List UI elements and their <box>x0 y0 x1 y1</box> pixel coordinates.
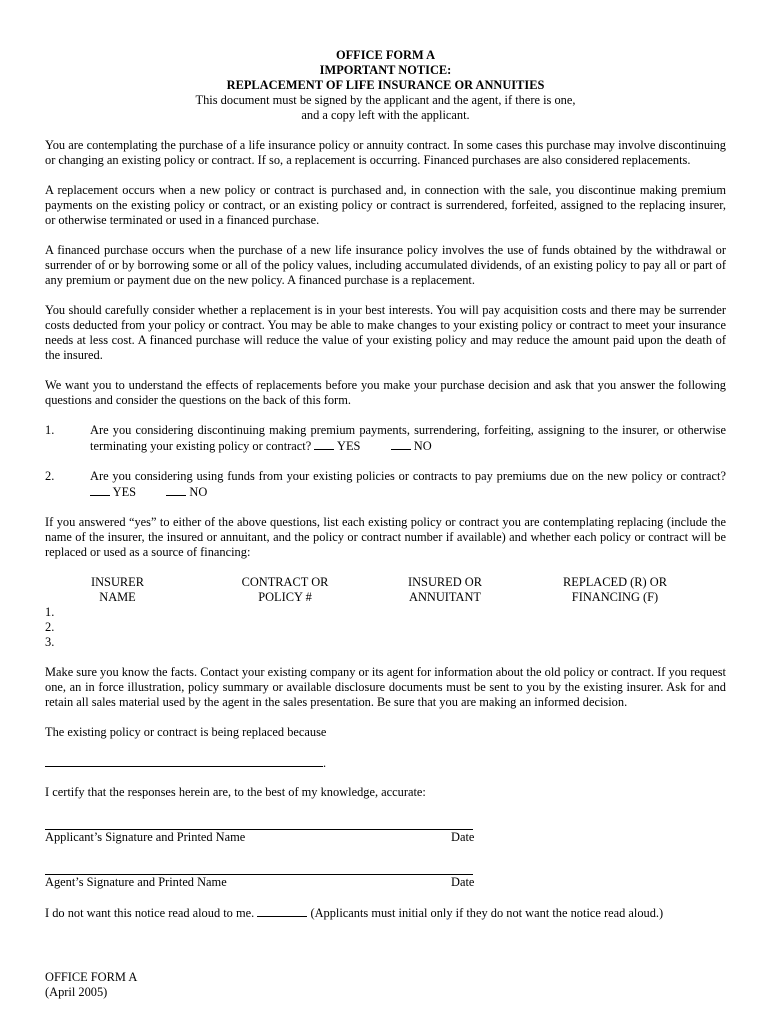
paragraph-consider: You should carefully consider whether a replacement is in your best interests. You will pay acquisition costs and there may be surrender costs deducted from your policy or contract. You may be able to make changes to your existing policy or contract to meet your insurance needs at less cost. A financed purchase will reduce the value of your existing policy and may reduce the amount paid upon the death of the insured. <box>45 303 726 362</box>
no-answer-blank[interactable] <box>166 484 186 496</box>
policy-rows <box>45 605 726 650</box>
yes-answer-blank[interactable] <box>90 484 110 496</box>
agent-date-label: Date <box>451 875 475 889</box>
form-page <box>45 48 726 921</box>
column-insured-annuitant: INSURED OR ANNUITANT <box>407 575 482 604</box>
no-label: NO <box>189 485 208 499</box>
applicant-signature-line[interactable] <box>45 815 473 830</box>
read-aloud-statement <box>45 905 726 921</box>
paragraph-contemplating: You are contemplating the purchase of a life insurance policy or annuity contract. In some cases this purchase may involve discontinuing or changing an existing policy or contract. If so, a replacement is occurring. Financed purchases are also considered replacements. <box>45 138 726 167</box>
applicant-signature-label: Applicant’s Signature and Printed Name <box>45 830 246 844</box>
form-header <box>45 48 726 123</box>
reason-line-row: . <box>45 755 726 770</box>
question-number: 1. <box>45 423 55 437</box>
column-replaced-financing: REPLACED (R) OR FINANCING (F) <box>563 575 667 604</box>
certify-statement: I certify that the responses herein are, to the best of my knowledge, accurate: <box>45 785 426 799</box>
subject-heading: REPLACEMENT OF LIFE INSURANCE OR ANNUITIES <box>226 78 545 92</box>
applicant-date-label: Date <box>451 830 475 844</box>
no-label: NO <box>413 439 432 453</box>
question-2 <box>45 469 726 500</box>
footer-date: (April 2005) <box>45 985 108 999</box>
yes-answer-blank[interactable] <box>314 438 334 450</box>
instruction-line-1: This document must be signed by the applicant and the agent, if there is one, <box>195 93 576 107</box>
paragraph-know-facts: Make sure you know the facts. Contact your existing company or its agent for information about the old policy or contract. If you request one, an in force illustration, policy summary or available disclosure documents must be sent to you by the existing insurer. Ask for and retain all sales material used by the agent in the sales presentation. Be sure that you are making an informed decision. <box>45 665 726 709</box>
agent-signature-line[interactable] <box>45 860 473 875</box>
question-number: 2. <box>45 469 55 483</box>
policy-row[interactable]: 3. <box>45 635 55 649</box>
read-aloud-text: I do not want this notice read aloud to me. <box>45 906 255 920</box>
yes-label: YES <box>112 485 137 499</box>
policy-row[interactable]: 2. <box>45 620 55 634</box>
footer-form-name: OFFICE FORM A <box>45 970 138 984</box>
instruction-line-2: and a copy left with the applicant. <box>301 108 470 122</box>
policy-row[interactable]: 1. <box>45 605 55 619</box>
read-aloud-note: (Applicants must initial only if they do not want the notice read aloud.) <box>310 906 664 920</box>
agent-signature-label: Agent’s Signature and Printed Name <box>45 875 227 889</box>
initials-blank[interactable] <box>257 905 307 917</box>
question-1 <box>45 423 726 454</box>
yes-label: YES <box>337 439 361 453</box>
paragraph-list-instruction: If you answered “yes” to either of the above questions, list each existing policy or contract you are contemplating replacing (include the name of the insurer, the insured or annuitant, and the policy or contract number if available) and whether each policy or contract will be replaced or used as a source of financing: <box>45 515 726 559</box>
reason-input-line[interactable] <box>45 755 323 767</box>
paragraph-financed-purchase: A financed purchase occurs when the purchase of a new life insurance policy involves the use of funds obtained by the withdrawal or surrender of or by borrowing some or all of the policy values, including accumulated dividends, of an existing policy to pay all or part of any premium or payment due on the new policy. A financed purchase is a replacement. <box>45 243 726 287</box>
agent-signature-row <box>45 875 726 890</box>
question-text: Are you considering using funds from your existing policies or contracts to pay premiums due on the new policy or contract? <box>90 469 726 483</box>
question-text: Are you considering discontinuing making premium payments, surrendering, forfeiting, assigning to the insurer, or otherwise terminating your existing policy or contract? <box>90 423 726 453</box>
policy-table-header <box>45 575 726 605</box>
column-contract-policy: CONTRACT OR POLICY # <box>241 575 329 604</box>
column-insurer-name: INSURER NAME <box>90 575 144 604</box>
form-title: OFFICE FORM A <box>335 48 436 62</box>
paragraph-replacement-definition: A replacement occurs when a new policy or contract is purchased and, in connection with the sale, you discontinue making premium payments on the existing policy or contract, or an existing policy or contract is surrendered, forfeited, assigned to the replacing insurer, or otherwise terminated or used in a financed purchase. <box>45 183 726 227</box>
no-answer-blank[interactable] <box>391 438 411 450</box>
paragraph-understand: We want you to understand the effects of replacements before you make your purchase decision and ask that you answer the following questions and consider the questions on the back of this form. <box>45 378 726 407</box>
reason-label: The existing policy or contract is being replaced because <box>45 725 327 739</box>
notice-heading: IMPORTANT NOTICE: <box>319 63 452 77</box>
form-footer <box>45 970 137 1000</box>
applicant-signature-row <box>45 830 726 845</box>
